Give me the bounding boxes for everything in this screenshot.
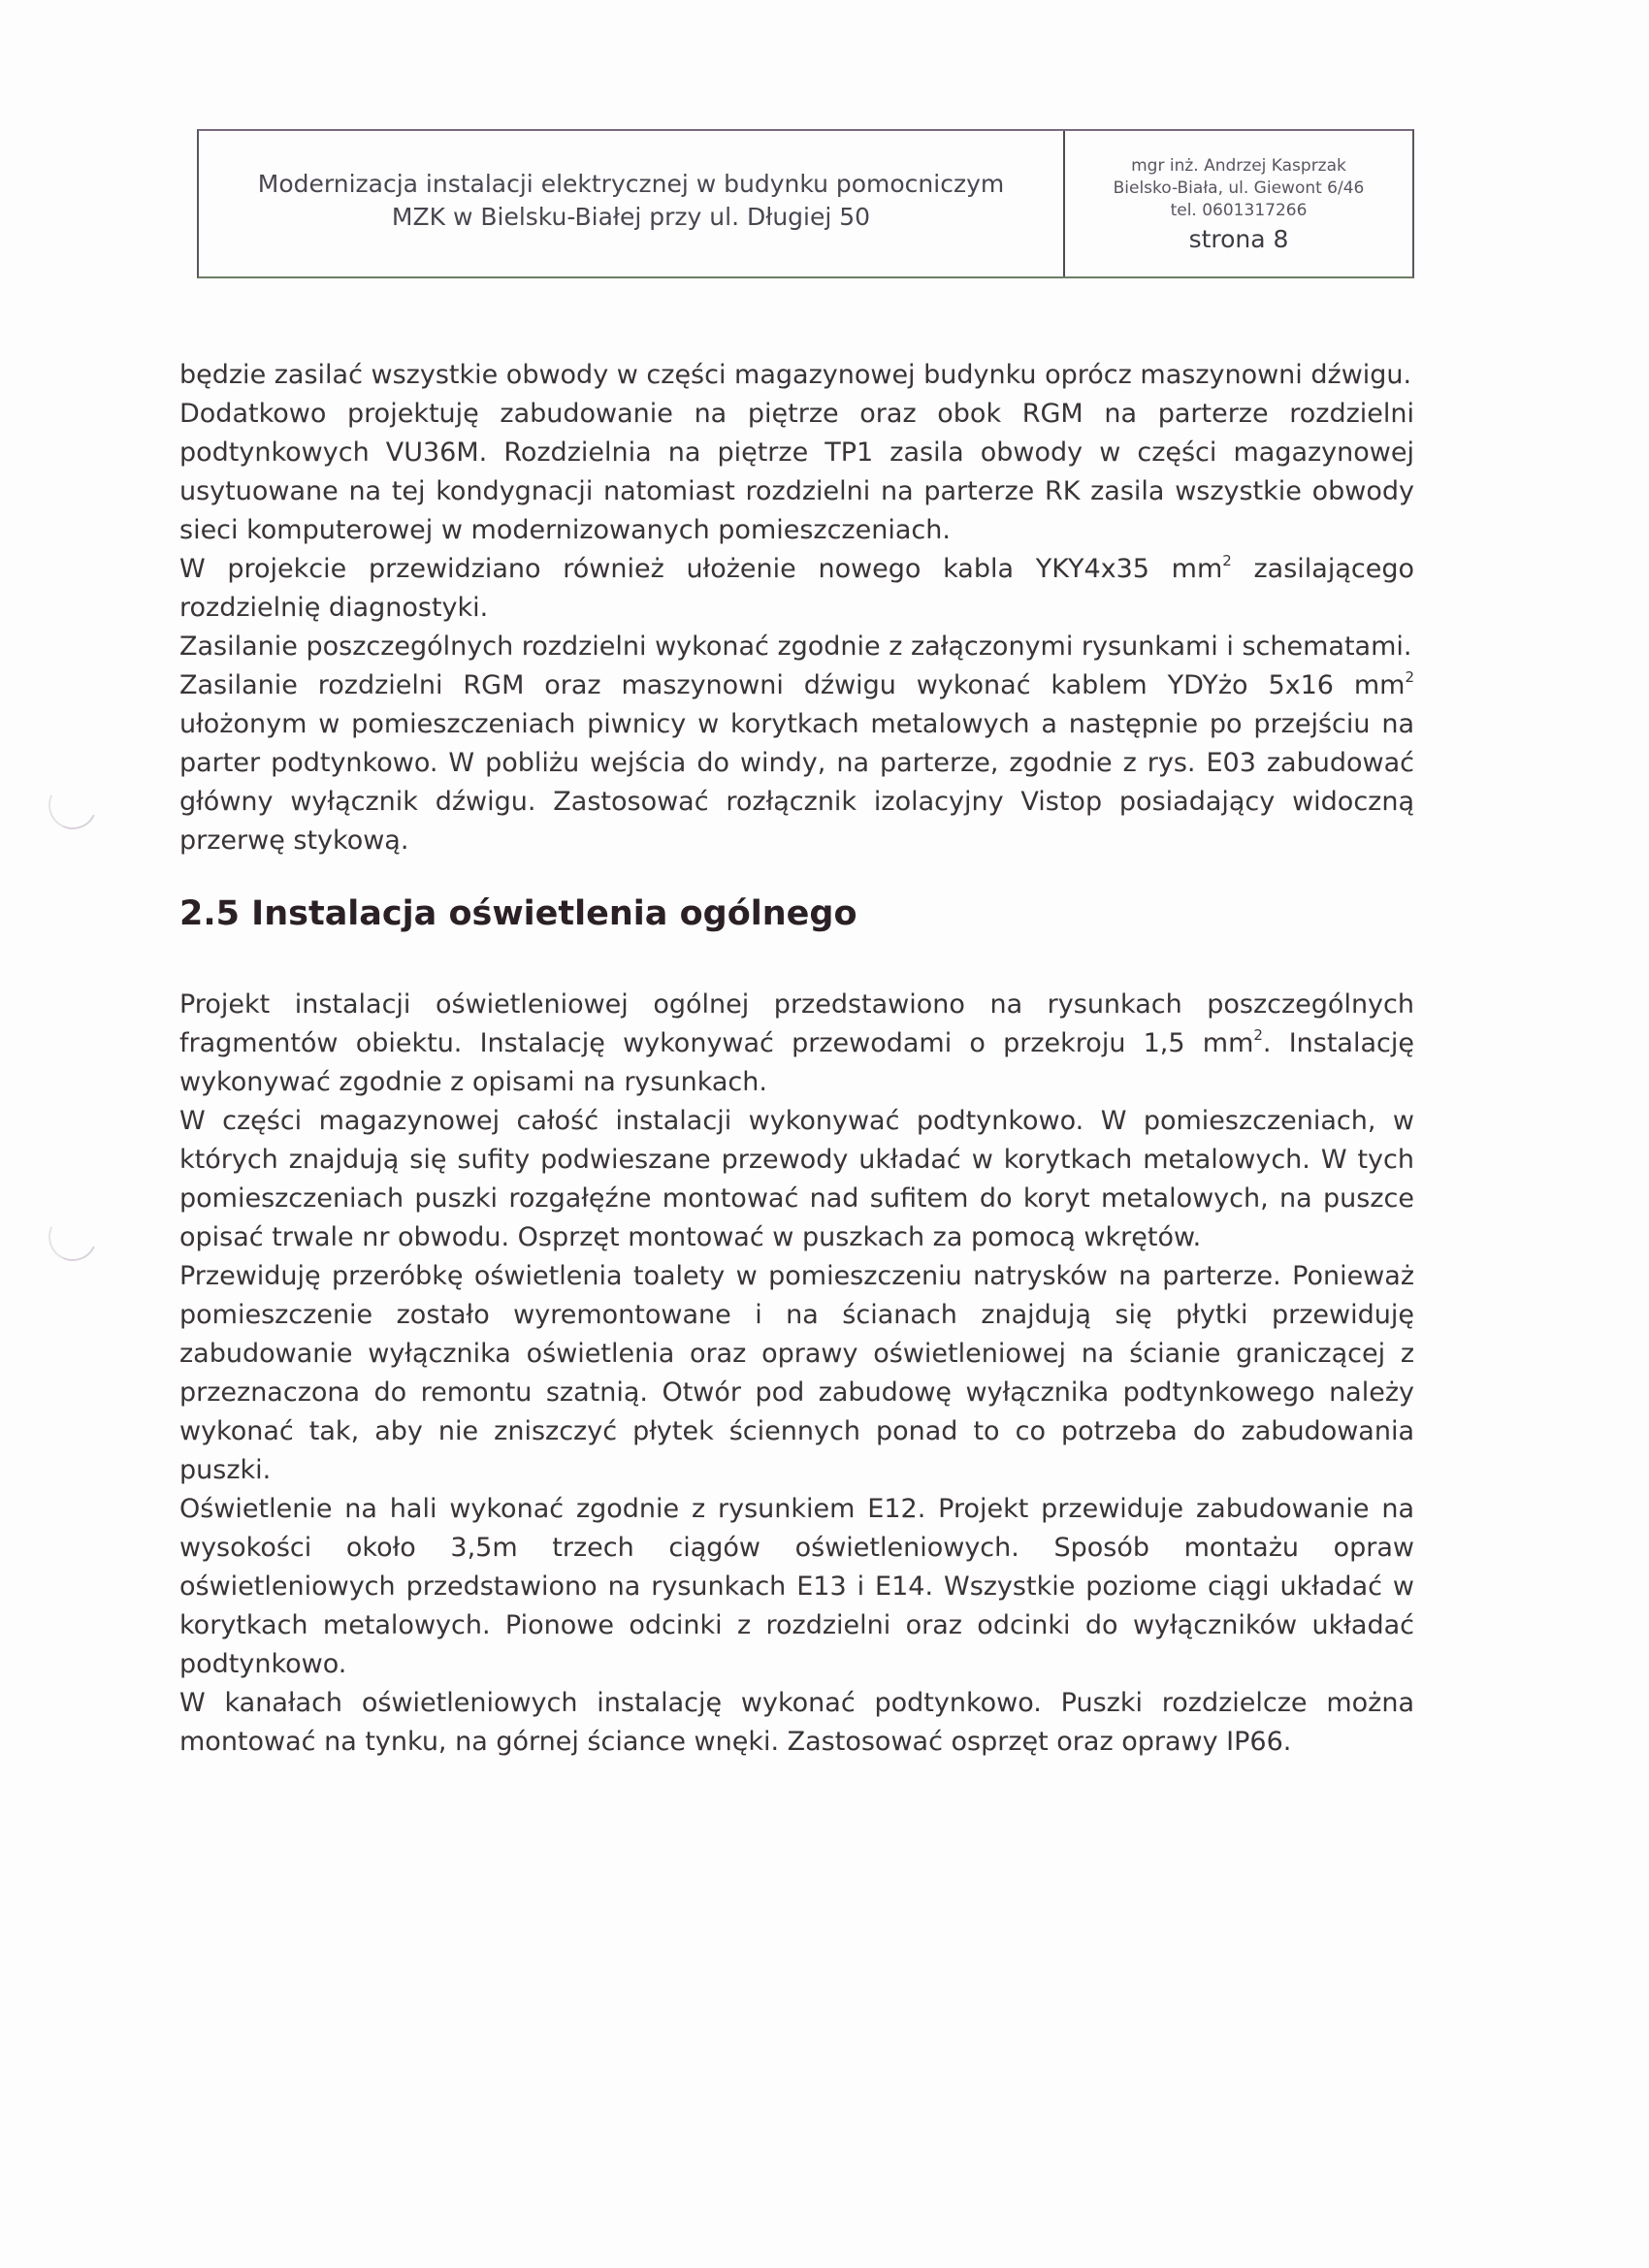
paragraph [179, 550, 1414, 628]
paragraph-text: W projekcie przewidziano również ułożenie nowego kabla YKY4x35 mm [179, 554, 1223, 584]
author-phone: tel. 0601317266 [1170, 201, 1308, 220]
paragraph [179, 986, 1414, 1102]
project-title-line-2: MZK w Bielsku-Białej przy ul. Długiej 50 [391, 203, 871, 231]
author-address: Bielsko-Biała, ul. Giewont 6/46 [1113, 178, 1365, 198]
paragraph-text: Zasilanie rozdzielni RGM oraz maszynowni dźwigu wykonać kablem YDYżo 5x16 mm [179, 670, 1406, 700]
paragraph: W części magazynowej całość instalacji wykonywać podtynkowo. W pomieszczeniach, w których znajdują się sufity podwieszane przewody układać w korytkach metalowych. W tych pomieszczeniach puszki rozgałęźne montować nad sufitem do koryt metalowych, na puszce opisać trwale nr obwodu. Osprzęt montować w puszkach za pomocą wkrętów. [179, 1106, 1414, 1252]
punch-hole-mark-bottom [42, 1206, 104, 1268]
superscript: 2 [1222, 552, 1232, 569]
document-body [179, 356, 1414, 1762]
superscript: 2 [1253, 1026, 1263, 1044]
paragraph [179, 666, 1414, 860]
paragraph: Przewiduję przeróbkę oświetlenia toalety w pomieszczeniu natrysków na parterze. Ponieważ pomieszczenie zostało wyremontowane i na ścianach znajdują się płytki przewiduję zabudowanie wyłącznika oświetlenia oraz oprawy oświetleniowej na ścianie graniczącej z przeznaczona do remontu szatnią. Otwór pod zabudowę wyłącznika podtynkowego należy wykonać tak, aby nie zniszczyć płytek ściennych ponad to co potrzeba do zabudowania puszki. [179, 1261, 1414, 1485]
paragraph: będzie zasilać wszystkie obwody w części magazynowej budynku oprócz maszynowni dźwigu. [179, 360, 1412, 390]
paragraph-text: . Instalację wykonywać zgodnie z opisami na rysunkach. [179, 1028, 1414, 1097]
paragraph: Oświetlenie na hali wykonać zgodnie z rysunkiem E12. Projekt przewiduje zabudowanie na wysokości około 3,5m trzech ciągów oświetleniowych. Sposób montażu opraw oświetleniowych przedstawiono na rysunkach E13 i E14. Wszystkie poziome ciągi układać w korytkach metalowych. Pionowe odcinki z rozdzielni oraz odcinki do wyłączników układać podtynkowo. [179, 1494, 1414, 1679]
paragraph-text: zasilającego rozdzielnię diagnostyki. [179, 554, 1414, 623]
author-info [1065, 131, 1412, 276]
section-heading: 2.5 Instalacja oświetlenia ogólnego [179, 894, 857, 933]
project-title-line-1: Modernizacja instalacji elektrycznej w budynku pomocniczym [257, 170, 1005, 198]
page-header [197, 129, 1414, 278]
paragraph: Zasilanie poszczególnych rozdzielni wykonać zgodnie z załączonymi rysunkami i schematami. [179, 632, 1412, 662]
paragraph-text: Projekt instalacji oświetleniowej ogólnej przedstawiono na rysunkach poszczególnych fragmentów obiektu. Instalację wykonywać przewodami o przekroju 1,5 mm [179, 989, 1414, 1058]
superscript: 2 [1405, 668, 1414, 686]
author-name: mgr inż. Andrzej Kasprzak [1131, 156, 1346, 176]
project-title [199, 131, 1065, 276]
page-number: strona 8 [1188, 225, 1289, 253]
punch-hole-mark-top [42, 774, 104, 836]
paragraph: W kanałach oświetleniowych instalację wykonać podtynkowo. Puszki rozdzielcze można montować na tynku, na górnej ściance wnęki. Zastosować osprzęt oraz oprawy IP66. [179, 1688, 1414, 1757]
paragraph: Dodatkowo projektuję zabudowanie na piętrze oraz obok RGM na parterze rozdzielni podtynkowych VU36M. Rozdzielnia na piętrze TP1 zasila obwody w części magazynowej usytuowane na tej kondygnacji natomiast rozdzielni na parterze RK zasila wszystkie obwody sieci komputerowej w modernizowanych pomieszczeniach. [179, 399, 1414, 545]
paragraph-text: ułożonym w pomieszczeniach piwnicy w korytkach metalowych a następnie po przejściu na parter podtynkowo. W pobliżu wejścia do windy, na parterze, zgodnie z rys. E03 zabudować główny wyłącznik dźwigu. Zastosować rozłącznik izolacyjny Vistop posiadający widoczną przerwę stykową. [179, 709, 1414, 856]
